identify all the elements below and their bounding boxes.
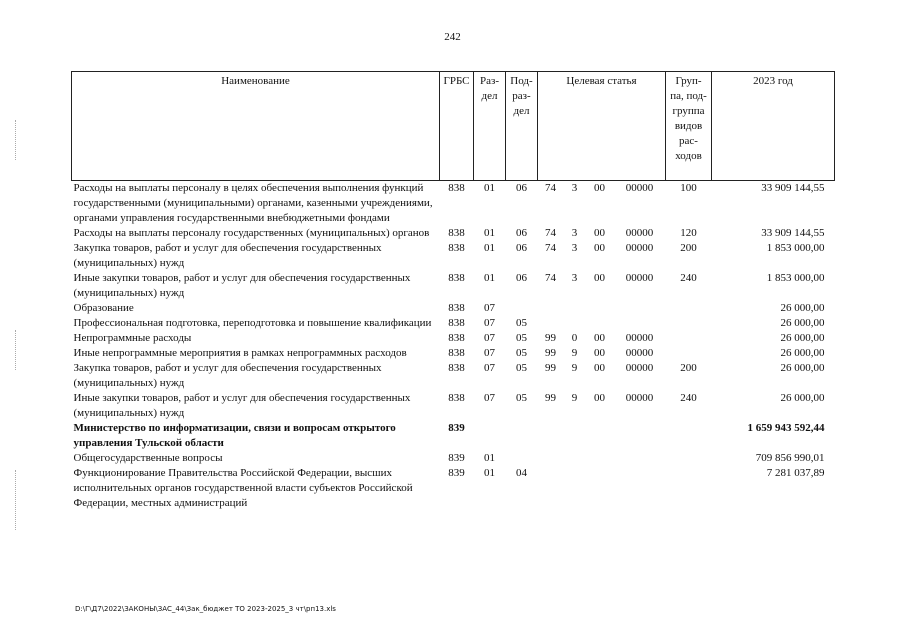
- row-cs-program: 99: [545, 347, 556, 359]
- table-row: [72, 361, 835, 391]
- row-name: Иные закупки товаров, работ и услуг для обеспечения государственных (муниципальных) нужд: [73, 272, 411, 299]
- row-name: Министерство по информатизации, связи и вопросам открытого управления Тульской области: [73, 422, 396, 449]
- row-grbs: 839: [448, 452, 465, 464]
- row-cs-direction: [614, 301, 666, 316]
- row-cs-subprogram: 00: [594, 392, 605, 404]
- row-cs-direction: 00000: [625, 242, 654, 254]
- page-number: 242: [444, 31, 461, 43]
- row-cs-subprogram: [586, 316, 614, 331]
- header-podrazdel: Под- раз- дел: [506, 72, 538, 181]
- row-cs-program: 99: [545, 392, 556, 404]
- row-razdel: 07: [484, 317, 495, 329]
- row-cs-type: 9: [571, 392, 578, 404]
- row-vid-rashodov: [666, 466, 712, 511]
- row-name: Образование: [73, 302, 134, 314]
- header-name: Наименование: [72, 72, 440, 181]
- row-podrazdel: 05: [516, 332, 527, 344]
- row-sum: 26 000,00: [780, 392, 825, 404]
- row-grbs: 838: [448, 182, 465, 194]
- row-razdel: 01: [484, 182, 495, 194]
- row-grbs: 838: [448, 347, 465, 359]
- row-name: Закупка товаров, работ и услуг для обеспечения государственных (муниципальных) нужд: [73, 362, 382, 389]
- row-cs-program: [538, 451, 564, 466]
- row-name: Функционирование Правительства Российской Федерации, высших исполнительных органов государственной власти субъектов Российской Федерации, местных администраций: [73, 467, 413, 509]
- row-cs-type: [564, 466, 586, 511]
- row-cs-type: [564, 451, 586, 466]
- row-podrazdel: 06: [516, 227, 527, 239]
- row-name: Непрограммные расходы: [73, 332, 192, 344]
- row-cs-subprogram: [586, 466, 614, 511]
- row-sum: 1 853 000,00: [766, 272, 825, 284]
- row-vid-rashodov: 240: [680, 272, 697, 284]
- row-cs-direction: 00000: [625, 182, 654, 194]
- row-podrazdel: [506, 421, 538, 451]
- row-cs-type: 3: [571, 272, 578, 284]
- row-sum: 26 000,00: [780, 347, 825, 359]
- row-podrazdel: 06: [516, 272, 527, 284]
- row-cs-type: 3: [571, 182, 578, 194]
- row-name: Расходы на выплаты персоналу в целях обеспечения выполнения функций государственными (муниципальными) органами, казенными учреждениями, органами управления государственными внебюджетными фондами: [73, 182, 433, 224]
- row-cs-direction: [614, 466, 666, 511]
- header-vid-rashodov: Груп- па, под- группа видов рас- ходов: [666, 72, 712, 181]
- row-cs-program: [538, 301, 564, 316]
- row-cs-subprogram: 00: [594, 347, 605, 359]
- table-row: [72, 466, 835, 511]
- row-podrazdel: 05: [516, 362, 527, 374]
- table-row: [72, 301, 835, 316]
- row-cs-subprogram: [586, 421, 614, 451]
- row-razdel: 01: [484, 242, 495, 254]
- row-razdel: 01: [484, 452, 495, 464]
- row-cs-direction: 00000: [625, 362, 654, 374]
- row-razdel: 01: [484, 272, 495, 284]
- table-row: [72, 226, 835, 241]
- row-grbs: 839: [448, 422, 465, 434]
- row-cs-program: 74: [545, 227, 556, 239]
- row-vid-rashodov: 200: [680, 242, 697, 254]
- row-sum: 26 000,00: [780, 317, 825, 329]
- row-sum: 26 000,00: [780, 332, 825, 344]
- header-year: 2023 год: [712, 72, 835, 181]
- row-vid-rashodov: [666, 421, 712, 451]
- row-razdel: 01: [484, 467, 495, 479]
- row-razdel: [474, 421, 506, 451]
- row-podrazdel: 05: [516, 392, 527, 404]
- row-sum: 26 000,00: [780, 362, 825, 374]
- row-cs-type: [564, 316, 586, 331]
- table-row: [72, 316, 835, 331]
- row-podrazdel: [506, 301, 538, 316]
- row-grbs: 838: [448, 392, 465, 404]
- table-row: [72, 391, 835, 421]
- row-cs-type: 9: [571, 347, 578, 359]
- row-cs-direction: 00000: [625, 347, 654, 359]
- row-razdel: 07: [484, 362, 495, 374]
- row-cs-program: 74: [545, 182, 556, 194]
- row-grbs: 838: [448, 362, 465, 374]
- table-row: [72, 421, 835, 451]
- row-grbs: 838: [448, 242, 465, 254]
- row-cs-subprogram: 00: [594, 362, 605, 374]
- row-razdel: 07: [484, 302, 495, 314]
- margin-mark: [15, 120, 16, 160]
- row-cs-type: 9: [571, 362, 578, 374]
- row-sum: 33 909 144,55: [761, 227, 825, 239]
- header-celevaya-statya: Целевая статья: [538, 72, 666, 181]
- row-sum: 26 000,00: [780, 302, 825, 314]
- budget-table-wrapper: [71, 71, 834, 511]
- row-vid-rashodov: [666, 346, 712, 361]
- row-name: Профессиональная подготовка, переподготовка и повышение квалификации: [73, 317, 432, 329]
- row-cs-program: [538, 466, 564, 511]
- header-razdel: Раз- дел: [474, 72, 506, 181]
- row-podrazdel: 06: [516, 182, 527, 194]
- row-cs-program: 74: [545, 242, 556, 254]
- row-sum: 33 909 144,55: [761, 182, 825, 194]
- row-grbs: 838: [448, 332, 465, 344]
- budget-table: [71, 71, 835, 511]
- row-podrazdel: 06: [516, 242, 527, 254]
- margin-mark: [15, 470, 16, 530]
- row-podrazdel: 05: [516, 317, 527, 329]
- row-cs-subprogram: [586, 451, 614, 466]
- table-row: [72, 181, 835, 227]
- table-body: [72, 181, 835, 512]
- row-cs-direction: [614, 451, 666, 466]
- row-cs-direction: 00000: [625, 392, 654, 404]
- row-razdel: 07: [484, 332, 495, 344]
- row-cs-program: 74: [545, 272, 556, 284]
- margin-mark: [15, 330, 16, 370]
- row-cs-direction: 00000: [625, 227, 654, 239]
- row-name: Иные закупки товаров, работ и услуг для обеспечения государственных (муниципальных) нужд: [73, 392, 411, 419]
- row-grbs: 838: [448, 272, 465, 284]
- row-podrazdel: 04: [516, 467, 527, 479]
- row-cs-direction: 00000: [625, 332, 654, 344]
- table-row: [72, 346, 835, 361]
- row-sum: 1 659 943 592,44: [747, 422, 825, 434]
- row-cs-type: [564, 421, 586, 451]
- row-grbs: 838: [448, 227, 465, 239]
- table-row: [72, 451, 835, 466]
- row-podrazdel: 05: [516, 347, 527, 359]
- row-vid-rashodov: [666, 451, 712, 466]
- row-vid-rashodov: 200: [680, 362, 697, 374]
- row-cs-direction: [614, 421, 666, 451]
- row-name: Расходы на выплаты персоналу государственных (муниципальных) органов: [73, 227, 430, 239]
- row-razdel: 07: [484, 347, 495, 359]
- row-vid-rashodov: 100: [680, 182, 697, 194]
- row-name: Закупка товаров, работ и услуг для обеспечения государственных (муниципальных) нужд: [73, 242, 382, 269]
- row-vid-rashodov: 240: [680, 392, 697, 404]
- row-grbs: 838: [448, 317, 465, 329]
- table-row: [72, 271, 835, 301]
- row-vid-rashodov: 120: [680, 227, 697, 239]
- row-razdel: 01: [484, 227, 495, 239]
- row-cs-program: [538, 316, 564, 331]
- table-header: [72, 72, 835, 181]
- row-vid-rashodov: [666, 301, 712, 316]
- row-podrazdel: [506, 451, 538, 466]
- header-grbs: ГРБС: [440, 72, 474, 181]
- row-sum: 1 853 000,00: [766, 242, 825, 254]
- table-row: [72, 241, 835, 271]
- row-cs-subprogram: 00: [594, 272, 605, 284]
- row-grbs: 839: [448, 467, 465, 479]
- row-cs-direction: [614, 316, 666, 331]
- row-cs-subprogram: [586, 301, 614, 316]
- row-cs-subprogram: 00: [594, 242, 605, 254]
- row-sum: 709 856 990,01: [755, 452, 825, 464]
- row-grbs: 838: [448, 302, 465, 314]
- row-cs-program: [538, 421, 564, 451]
- file-path-footer: D:\Г\Д7\2022\ЗАКОНЫ\ЗАС_44\Зак_бюджет ТО 2023-2025_3 чт\рп13.xls: [75, 605, 336, 613]
- row-cs-program: 99: [545, 362, 556, 374]
- row-vid-rashodov: [666, 331, 712, 346]
- row-cs-program: 99: [545, 332, 556, 344]
- row-sum: 7 281 037,89: [766, 467, 825, 479]
- row-cs-direction: 00000: [625, 272, 654, 284]
- row-cs-subprogram: 00: [594, 227, 605, 239]
- row-name: Иные непрограммные мероприятия в рамках непрограммных расходов: [73, 347, 407, 359]
- row-vid-rashodov: [666, 316, 712, 331]
- row-name: Общегосударственные вопросы: [73, 452, 223, 464]
- table-row: [72, 331, 835, 346]
- row-cs-type: 3: [571, 227, 578, 239]
- row-cs-subprogram: 00: [594, 332, 605, 344]
- row-cs-subprogram: 00: [594, 182, 605, 194]
- row-razdel: 07: [484, 392, 495, 404]
- row-cs-type: 0: [571, 332, 578, 344]
- row-cs-type: [564, 301, 586, 316]
- row-cs-type: 3: [571, 242, 578, 254]
